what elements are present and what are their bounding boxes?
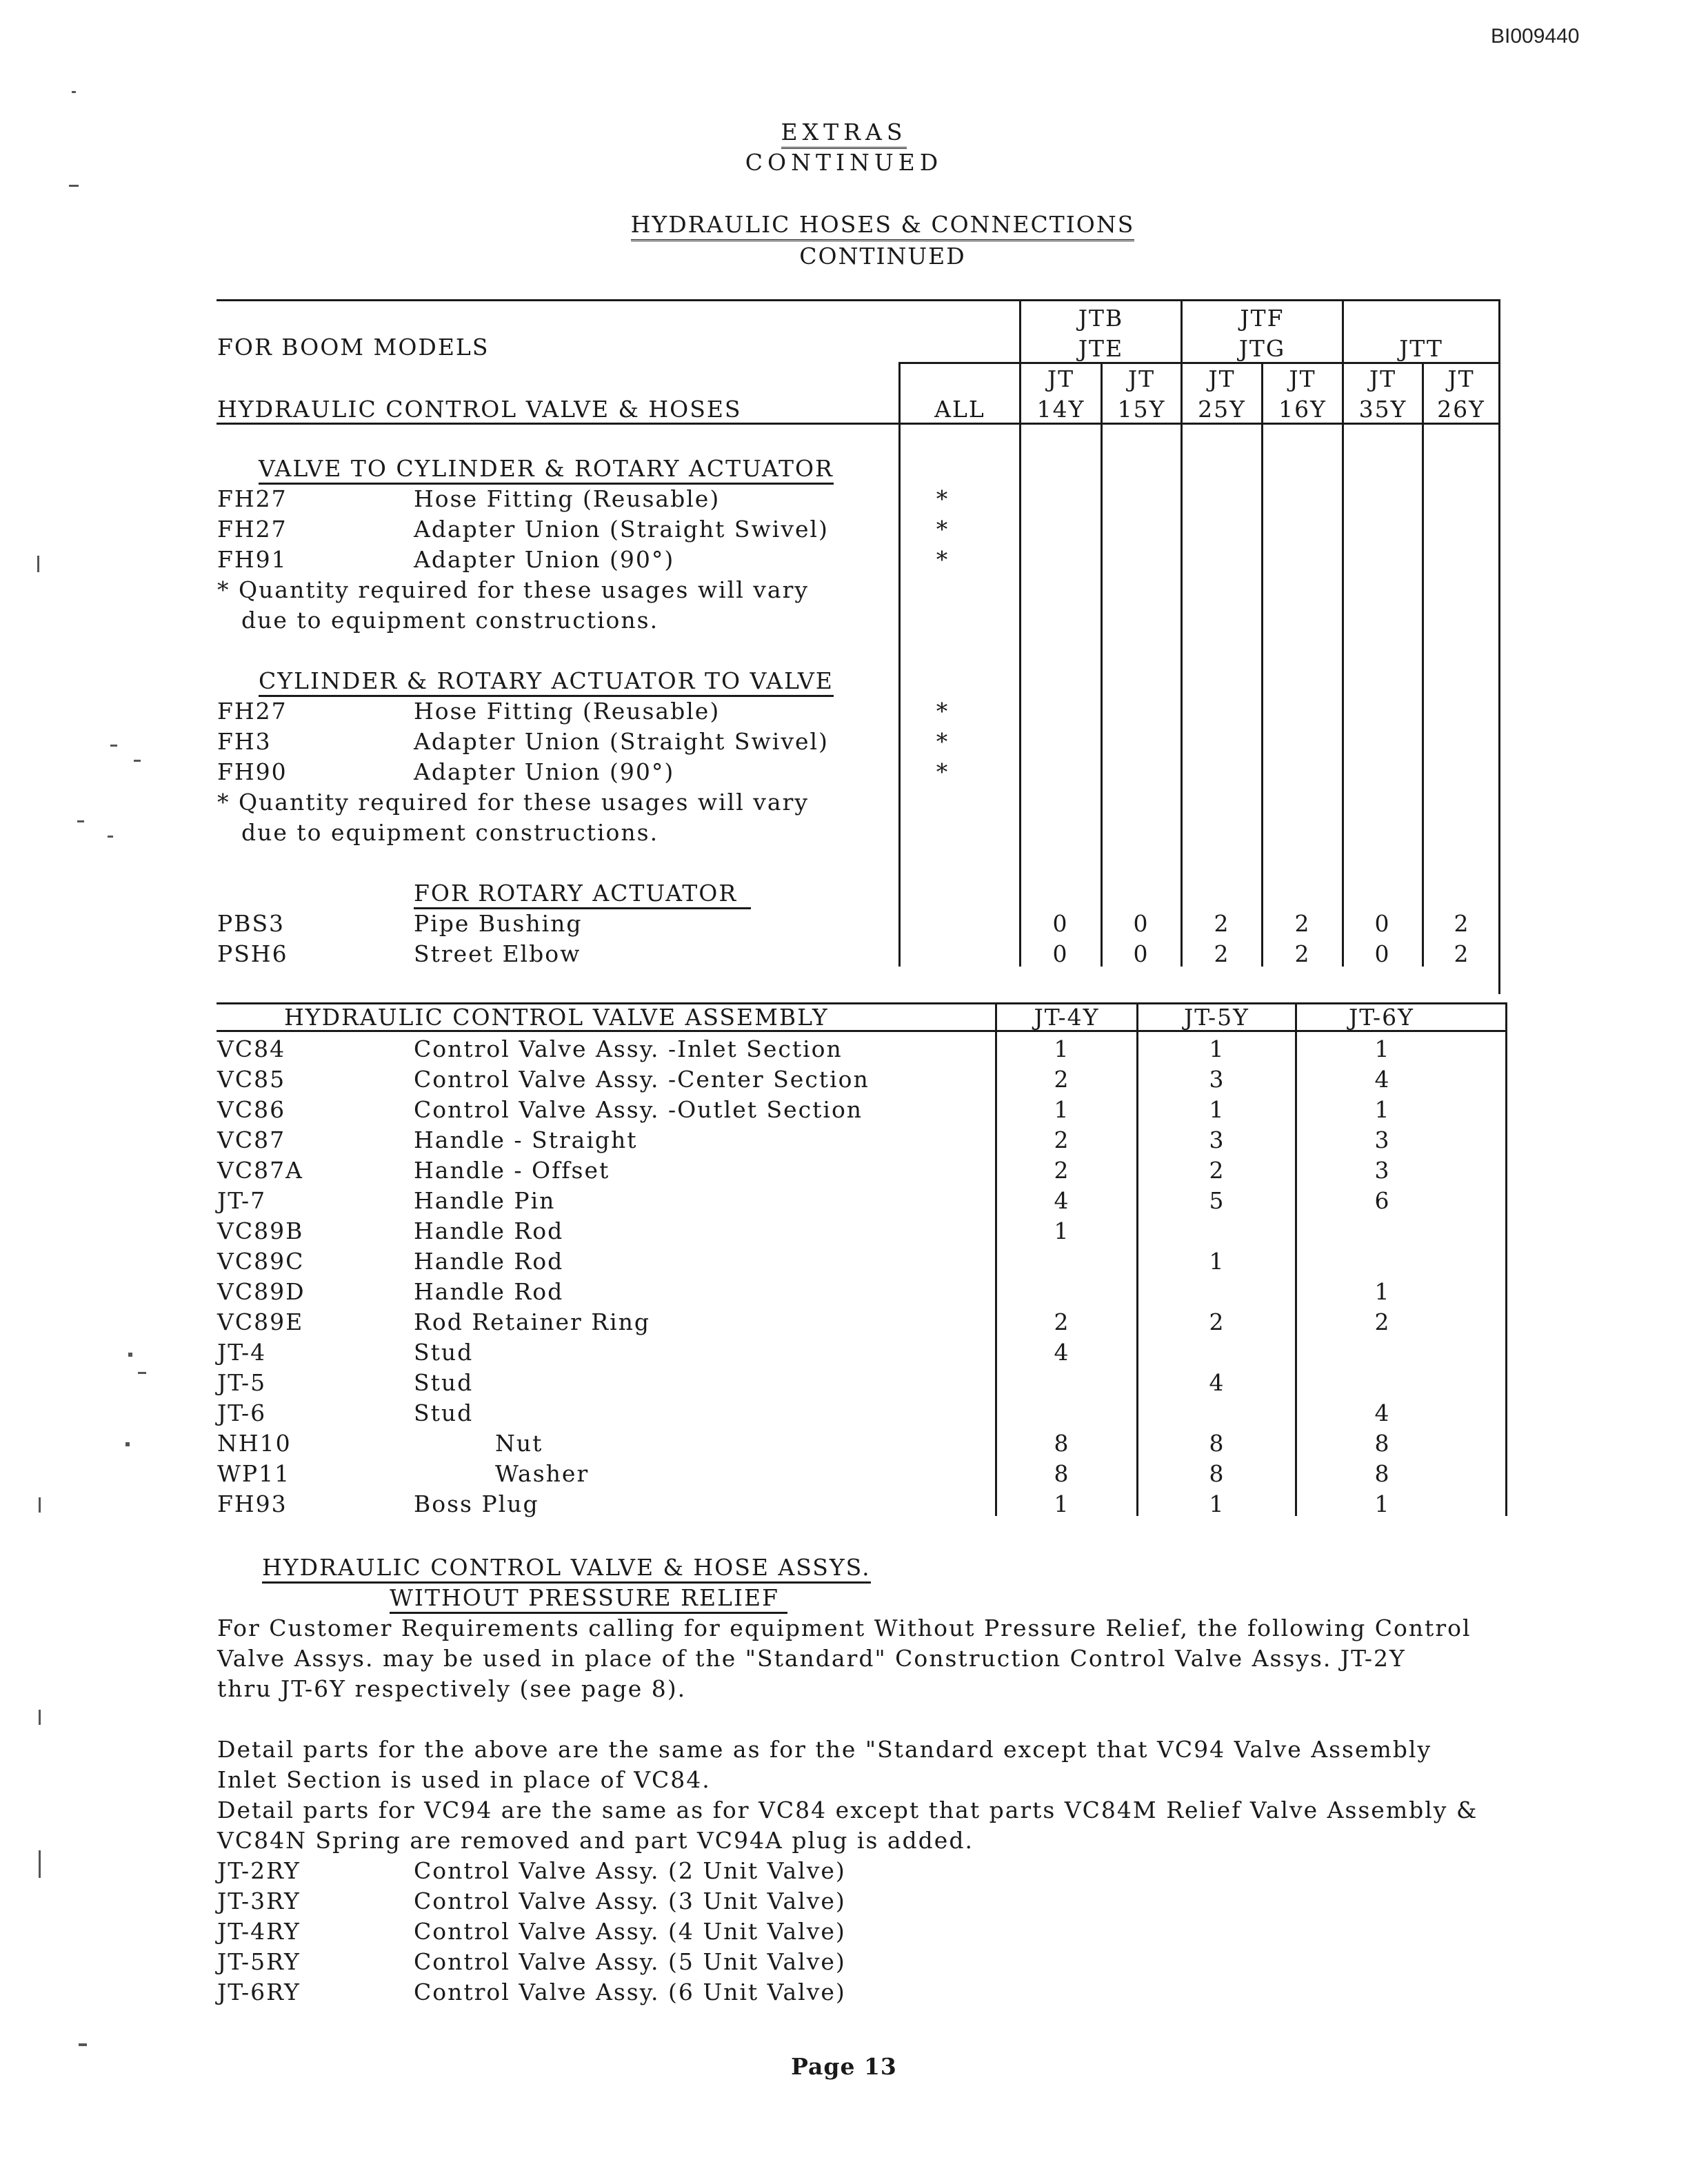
col-5-line1: JT	[1369, 365, 1397, 392]
col-2-line2: 15Y	[1117, 396, 1166, 423]
part-description: Adapter Union (Straight Swivel)	[414, 728, 829, 755]
wr-para2-line1: Detail parts for the above are the same as for the "Standard except that VC94 Valve Assembly	[217, 1736, 1432, 1763]
part-description: Adapter Union (90°)	[414, 546, 675, 573]
wr-item-code: JT-6RY	[217, 1979, 301, 2005]
va-qty-cell: 1	[1209, 1490, 1225, 1517]
va-qty-cell: 3	[1209, 1126, 1225, 1153]
va-qty-cell: 1	[1209, 1248, 1225, 1275]
scan-speck	[39, 1710, 41, 1725]
page-title-wrap	[0, 119, 1688, 145]
va-qty-cell: 5	[1209, 1187, 1225, 1214]
va-part-code: JT-4	[217, 1339, 267, 1366]
section-title: HYDRAULIC HOSES & CONNECTIONS	[631, 211, 1135, 241]
va-qty-cell: 3	[1209, 1066, 1225, 1093]
qty-cell: 2	[1214, 910, 1230, 937]
va-qty-cell: 2	[1054, 1308, 1070, 1335]
page-title: EXTRAS	[781, 119, 907, 149]
qty-cell: 0	[1374, 910, 1391, 937]
wr-title-line2-wrap	[390, 1584, 787, 1611]
all-asterisk: *	[936, 546, 950, 573]
col-6-line1: JT	[1447, 365, 1475, 392]
part-description: Pipe Bushing	[414, 910, 583, 937]
part-code: FH3	[217, 728, 272, 755]
wr-item-code: JT-2RY	[217, 1857, 301, 1884]
va-col-jt-5y: JT-5Y	[1184, 1004, 1249, 1031]
va-part-description: Handle - Straight	[414, 1126, 638, 1153]
part-code: FH27	[217, 698, 288, 725]
wr-item-desc: Control Valve Assy. (4 Unit Valve)	[414, 1918, 846, 1945]
va-qty-cell: 4	[1374, 1066, 1391, 1093]
qty-cell: 0	[1133, 940, 1149, 967]
va-part-description: Control Valve Assy. -Outlet Section	[414, 1096, 863, 1123]
part-code: FH27	[217, 516, 288, 543]
qty-cell: 2	[1454, 910, 1470, 937]
va-qty-cell: 1	[1209, 1096, 1225, 1123]
wr-title-line2: WITHOUT PRESSURE RELIEF	[390, 1584, 787, 1614]
part-code: PBS3	[217, 910, 285, 937]
group-3-line2: JTT	[1399, 335, 1443, 362]
section-subtitle: CONTINUED	[799, 243, 966, 270]
section1-note-line2: due to equipment constructions.	[241, 607, 659, 634]
va-part-description: Rod Retainer Ring	[414, 1308, 651, 1335]
va-part-code: VC85	[217, 1066, 286, 1093]
va-part-code: NH10	[217, 1430, 292, 1457]
scan-speck	[134, 760, 141, 762]
va-qty-cell: 8	[1054, 1460, 1070, 1487]
qty-cell: 2	[1454, 940, 1470, 967]
va-part-description: Handle Rod	[414, 1248, 564, 1275]
part-code: FH27	[217, 485, 288, 512]
section2-title-wrap	[259, 667, 834, 694]
va-qty-cell: 1	[1374, 1096, 1391, 1123]
wr-item-desc: Control Valve Assy. (5 Unit Valve)	[414, 1948, 846, 1975]
scan-speck	[69, 185, 79, 187]
va-part-description: Stud	[414, 1399, 474, 1426]
qty-cell: 2	[1214, 940, 1230, 967]
va-part-code: VC89C	[217, 1248, 305, 1275]
va-part-description: Handle Rod	[414, 1217, 564, 1244]
va-qty-cell: 1	[1054, 1217, 1070, 1244]
va-part-description: Stud	[414, 1339, 474, 1366]
va-qty-cell: 1	[1054, 1490, 1070, 1517]
section1-note-line1: * Quantity required for these usages will vary	[217, 576, 810, 603]
va-qty-cell: 4	[1374, 1399, 1391, 1426]
va-qty-cell: 2	[1374, 1308, 1391, 1335]
all-asterisk: *	[936, 728, 950, 755]
scan-speck	[110, 745, 117, 747]
scan-speck	[79, 2043, 87, 2046]
va-part-description: Stud	[414, 1369, 474, 1396]
wr-para3-line2: VC84N Spring are removed and part VC94A plug is added.	[217, 1827, 974, 1854]
va-part-description: Washer	[495, 1460, 590, 1487]
va-qty-cell: 2	[1054, 1126, 1070, 1153]
col-6-line2: 26Y	[1437, 396, 1485, 423]
col-5-line2: 35Y	[1358, 396, 1407, 423]
part-description: Street Elbow	[414, 940, 581, 967]
part-description: Hose Fitting (Reusable)	[414, 485, 721, 512]
row-label: HYDRAULIC CONTROL VALVE & HOSES	[217, 396, 742, 423]
part-code: PSH6	[217, 940, 288, 967]
va-qty-cell: 8	[1209, 1430, 1225, 1457]
va-qty-cell: 8	[1054, 1430, 1070, 1457]
all-label: ALL	[934, 396, 985, 423]
valve-assembly-title: HYDRAULIC CONTROL VALVE ASSEMBLY	[284, 1004, 829, 1031]
group-1-line2: JTE	[1078, 335, 1124, 362]
page-subtitle: CONTINUED	[745, 149, 943, 176]
wr-item-desc: Control Valve Assy. (2 Unit Valve)	[414, 1857, 846, 1884]
scan-speck	[39, 1850, 41, 1878]
va-part-description: Nut	[495, 1430, 543, 1457]
va-qty-cell: 3	[1374, 1126, 1391, 1153]
va-part-description: Control Valve Assy. -Inlet Section	[414, 1035, 843, 1062]
qty-cell: 0	[1133, 910, 1149, 937]
part-description: Adapter Union (90°)	[414, 758, 675, 785]
wr-para2-line2: Inlet Section is used in place of VC84.	[217, 1766, 711, 1793]
scan-speck	[128, 1353, 132, 1357]
va-qty-cell: 4	[1054, 1187, 1070, 1214]
va-part-code: VC89B	[217, 1217, 304, 1244]
va-part-code: VC89E	[217, 1308, 304, 1335]
scan-speck	[138, 1372, 146, 1374]
section2-title: CYLINDER & ROTARY ACTUATOR TO VALVE	[259, 667, 834, 697]
col-1-line1: JT	[1047, 365, 1075, 392]
part-code: FH91	[217, 546, 288, 573]
group-1-line1: JTB	[1078, 305, 1124, 332]
va-qty-cell: 8	[1374, 1460, 1391, 1487]
va-qty-cell: 6	[1374, 1187, 1391, 1214]
scan-speck	[77, 820, 84, 822]
all-asterisk: *	[936, 516, 950, 543]
for-boom-models-label: FOR BOOM MODELS	[217, 334, 490, 361]
va-qty-cell: 2	[1209, 1308, 1225, 1335]
va-qty-cell: 1	[1209, 1035, 1225, 1062]
wr-item-code: JT-3RY	[217, 1888, 301, 1914]
all-asterisk: *	[936, 485, 950, 512]
va-part-code: VC86	[217, 1096, 286, 1123]
va-part-description: Handle Rod	[414, 1278, 564, 1305]
va-part-code: FH93	[217, 1490, 288, 1517]
section-title-wrap	[0, 211, 1688, 238]
col-4-line1: JT	[1289, 365, 1316, 392]
document-id: BI009440	[1491, 25, 1580, 48]
col-4-line2: 16Y	[1278, 396, 1327, 423]
wr-title-line1: HYDRAULIC CONTROL VALVE & HOSE ASSYS.	[262, 1554, 871, 1584]
col-2-line1: JT	[1127, 365, 1156, 392]
va-qty-cell: 1	[1374, 1278, 1391, 1305]
va-qty-cell: 8	[1209, 1460, 1225, 1487]
va-part-code: JT-7	[217, 1187, 267, 1214]
va-part-code: VC84	[217, 1035, 286, 1062]
scan-speck	[108, 836, 113, 838]
section3-title: FOR ROTARY ACTUATOR	[414, 880, 751, 909]
va-qty-cell: 4	[1054, 1339, 1070, 1366]
section1-title-wrap	[259, 455, 834, 482]
wr-title-line1-wrap	[262, 1554, 871, 1581]
va-col-jt-4y: JT-4Y	[1034, 1004, 1100, 1031]
wr-para1-line2: Valve Assys. may be used in place of the "Standard" Construction Control Valve Assys. JT-2Y	[217, 1645, 1406, 1672]
qty-cell: 0	[1374, 940, 1391, 967]
wr-para1-line3: thru JT-6Y respectively (see page 8).	[217, 1675, 687, 1702]
va-qty-cell: 2	[1209, 1157, 1225, 1184]
wr-para1-line1: For Customer Requirements calling for equipment Without Pressure Relief, the following Control	[217, 1615, 1471, 1641]
wr-para3-line1: Detail parts for VC94 are the same as for VC84 except that parts VC84M Relief Valve Assembly &	[217, 1797, 1478, 1823]
va-part-description: Handle - Offset	[414, 1157, 610, 1184]
col-3-line1: JT	[1208, 365, 1236, 392]
wr-item-desc: Control Valve Assy. (3 Unit Valve)	[414, 1888, 846, 1914]
va-part-code: JT-5	[217, 1369, 267, 1396]
part-description: Hose Fitting (Reusable)	[414, 698, 721, 725]
va-part-code: JT-6	[217, 1399, 267, 1426]
va-part-code: VC89D	[217, 1278, 305, 1305]
va-qty-cell: 3	[1374, 1157, 1391, 1184]
scan-speck	[37, 556, 39, 572]
all-asterisk: *	[936, 758, 950, 785]
va-qty-cell: 2	[1054, 1157, 1070, 1184]
va-part-description: Handle Pin	[414, 1187, 556, 1214]
va-col-jt-6y: JT-6Y	[1349, 1004, 1414, 1031]
va-qty-cell: 2	[1054, 1066, 1070, 1093]
section2-note-line1: * Quantity required for these usages will vary	[217, 789, 810, 816]
scan-speck	[72, 91, 76, 93]
page-number: Page 13	[791, 2053, 897, 2080]
va-qty-cell: 1	[1374, 1035, 1391, 1062]
qty-cell: 0	[1052, 910, 1069, 937]
qty-cell: 0	[1052, 940, 1069, 967]
part-code: FH90	[217, 758, 288, 785]
qty-cell: 2	[1294, 910, 1311, 937]
group-2-line1: JTF	[1240, 305, 1285, 332]
all-asterisk: *	[936, 698, 950, 725]
col-1-line2: 14Y	[1036, 396, 1085, 423]
scan-speck	[125, 1442, 130, 1446]
va-part-description: Control Valve Assy. -Center Section	[414, 1066, 870, 1093]
va-part-description: Boss Plug	[414, 1490, 539, 1517]
va-qty-cell: 8	[1374, 1430, 1391, 1457]
group-2-line2: JTG	[1238, 335, 1286, 362]
part-description: Adapter Union (Straight Swivel)	[414, 516, 829, 543]
va-qty-cell: 1	[1374, 1490, 1391, 1517]
va-part-code: VC87	[217, 1126, 286, 1153]
wr-item-code: JT-5RY	[217, 1948, 301, 1975]
va-qty-cell: 4	[1209, 1369, 1225, 1396]
va-qty-cell: 1	[1054, 1035, 1070, 1062]
qty-cell: 2	[1294, 940, 1311, 967]
wr-item-code: JT-4RY	[217, 1918, 301, 1945]
col-3-line2: 25Y	[1198, 396, 1246, 423]
section1-title: VALVE TO CYLINDER & ROTARY ACTUATOR	[259, 455, 834, 485]
va-part-code: VC87A	[217, 1157, 303, 1184]
section3-title-wrap	[414, 880, 751, 907]
va-part-code: WP11	[217, 1460, 291, 1487]
va-qty-cell: 1	[1054, 1096, 1070, 1123]
scan-speck	[39, 1497, 41, 1513]
wr-item-desc: Control Valve Assy. (6 Unit Valve)	[414, 1979, 846, 2005]
section2-note-line2: due to equipment constructions.	[241, 819, 659, 846]
